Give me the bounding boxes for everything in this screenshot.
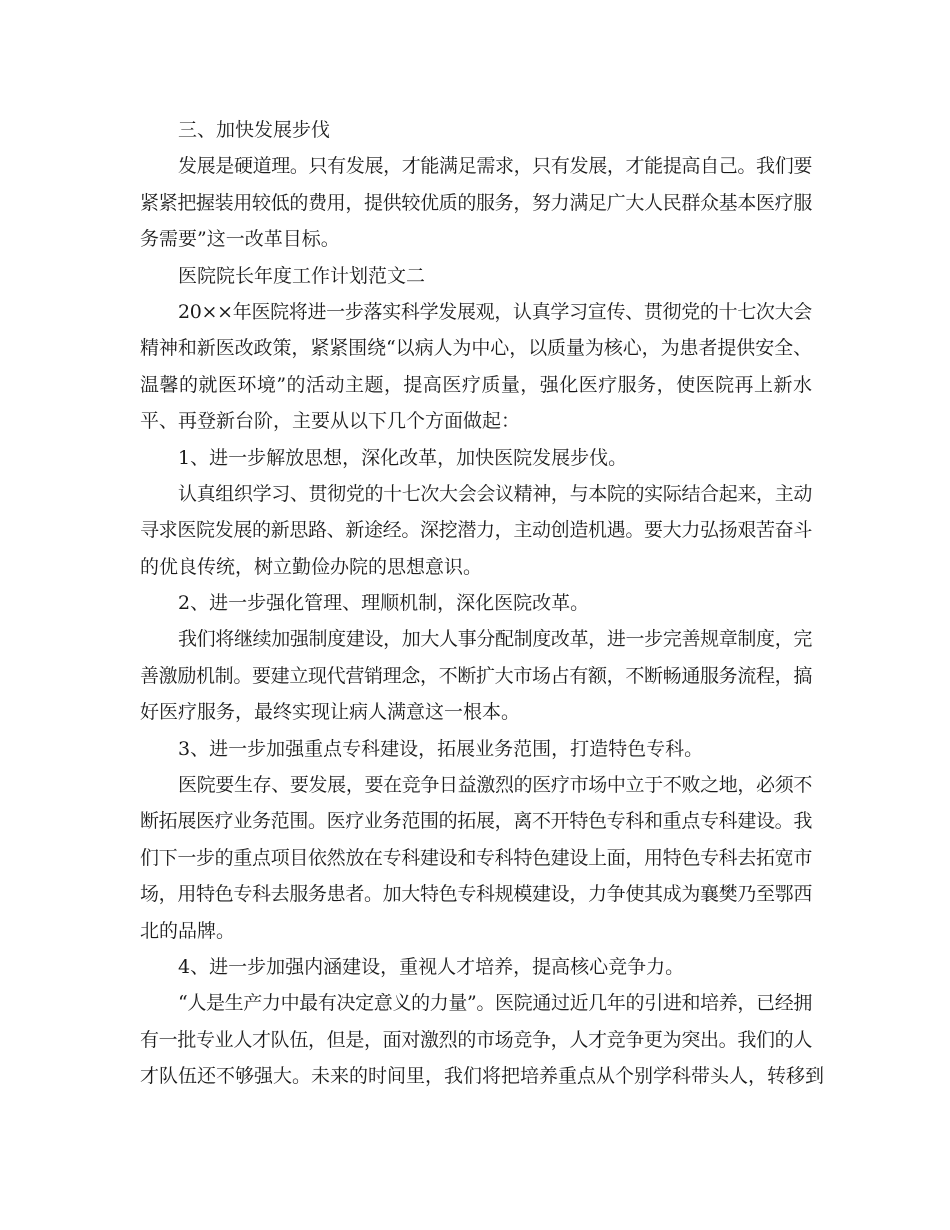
text-line: 2、进一步强化管理、理顺机制，深化医院改革。 (178, 592, 590, 615)
paragraph-p5 (140, 440, 812, 476)
text-line: 有一批专业人才队伍，但是，面对激烈的市场竞争，人才竞争更为突出。我们的人 (140, 1028, 812, 1051)
paragraph-p7 (140, 585, 812, 621)
text-line: 发展是硬道理。只有发展，才能满足需求，只有发展，才能提高自己。我们要 (178, 155, 812, 178)
text-line: “人是生产力中最有决定意义的力量”。医院通过近几年的引进和培养，已经拥 (178, 992, 812, 1015)
paragraph-p10 (140, 767, 812, 949)
text-line: 精神和新医改政策，紧紧围绕“以病人为中心，以质量为核心，为患者提供安全、 (140, 337, 812, 360)
paragraph-p3 (140, 258, 812, 294)
paragraph-p8 (140, 621, 812, 730)
text-line: 的优良传统，树立勤俭办院的思想意识。 (140, 555, 483, 578)
text-line: 认真组织学习、贯彻党的十七次大会会议精神，与本院的实际结合起来，主动 (178, 482, 812, 505)
text-line: 断拓展医疗业务范围。医疗业务范围的拓展，离不开特色专科和重点专科建设。我 (140, 810, 812, 833)
paragraph-p2 (140, 148, 812, 257)
text-line: 医院要生存、要发展，要在竞争日益激烈的医疗市场中立于不败之地，必须不 (178, 774, 812, 797)
text-line: 温馨的就医环境”的活动主题，提高医疗质量，强化医疗服务，使医院再上新水 (140, 373, 813, 396)
text-line: 1、进一步解放思想，深化改革，加快医院发展步伐。 (178, 446, 628, 469)
paragraph-p11 (140, 949, 812, 985)
text-line: 紧紧把握装用较低的费用，提供较优质的服务，努力满足广大人民群众基本医疗服 (140, 191, 812, 214)
text-line: 务需要”这一改革目标。 (140, 228, 340, 251)
text-line: 们下一步的重点项目依然放在专科建设和专科特色建设上面，用特色专科去拓宽市 (140, 846, 812, 869)
text-line: 三、加快发展步伐 (178, 119, 331, 141)
text-line: 场，用特色专科去服务患者。加大特色专科规模建设，力争使其成为襄樊乃至鄂西 (140, 883, 812, 906)
paragraph-p1 (140, 112, 812, 148)
text-line: 寻求医院发展的新思路、新途经。深挖潜力，主动创造机遇。要大力弘扬艰苦奋斗 (140, 519, 812, 542)
text-line: 平、再登新台阶，主要从以下几个方面做起： (140, 410, 521, 433)
text-line: 我们将继续加强制度建设，加大人事分配制度改革，进一步完善规章制度，完 (178, 628, 812, 651)
paragraph-p12 (140, 985, 825, 1094)
text-line: 3、进一步加强重点专科建设，拓展业务范围，打造特色专科。 (178, 737, 704, 760)
text-line: 4、进一步加强内涵建设，重视人才培养，提高核心竞争力。 (178, 955, 685, 978)
text-line: 好医疗服务，最终实现让病人满意这一根本。 (140, 701, 521, 724)
document-body (140, 112, 825, 1095)
text-line: 才队伍还不够强大。未来的时间里，我们将把培养重点从个别学科带头人，转移到 (140, 1065, 825, 1088)
paragraph-p4 (140, 294, 812, 440)
paragraph-p9 (140, 731, 812, 767)
text-line: 北的品牌。 (140, 919, 236, 942)
text-line: 医院院长年度工作计划范文二 (178, 264, 426, 287)
text-line: 善激励机制。要建立现代营销理念，不断扩大市场占有额，不断畅通服务流程，搞 (140, 664, 812, 687)
text-line: 20××年医院将进一步落实科学发展观，认真学习宣传、贯彻党的十七次大会 (178, 300, 812, 323)
paragraph-p6 (140, 476, 812, 585)
